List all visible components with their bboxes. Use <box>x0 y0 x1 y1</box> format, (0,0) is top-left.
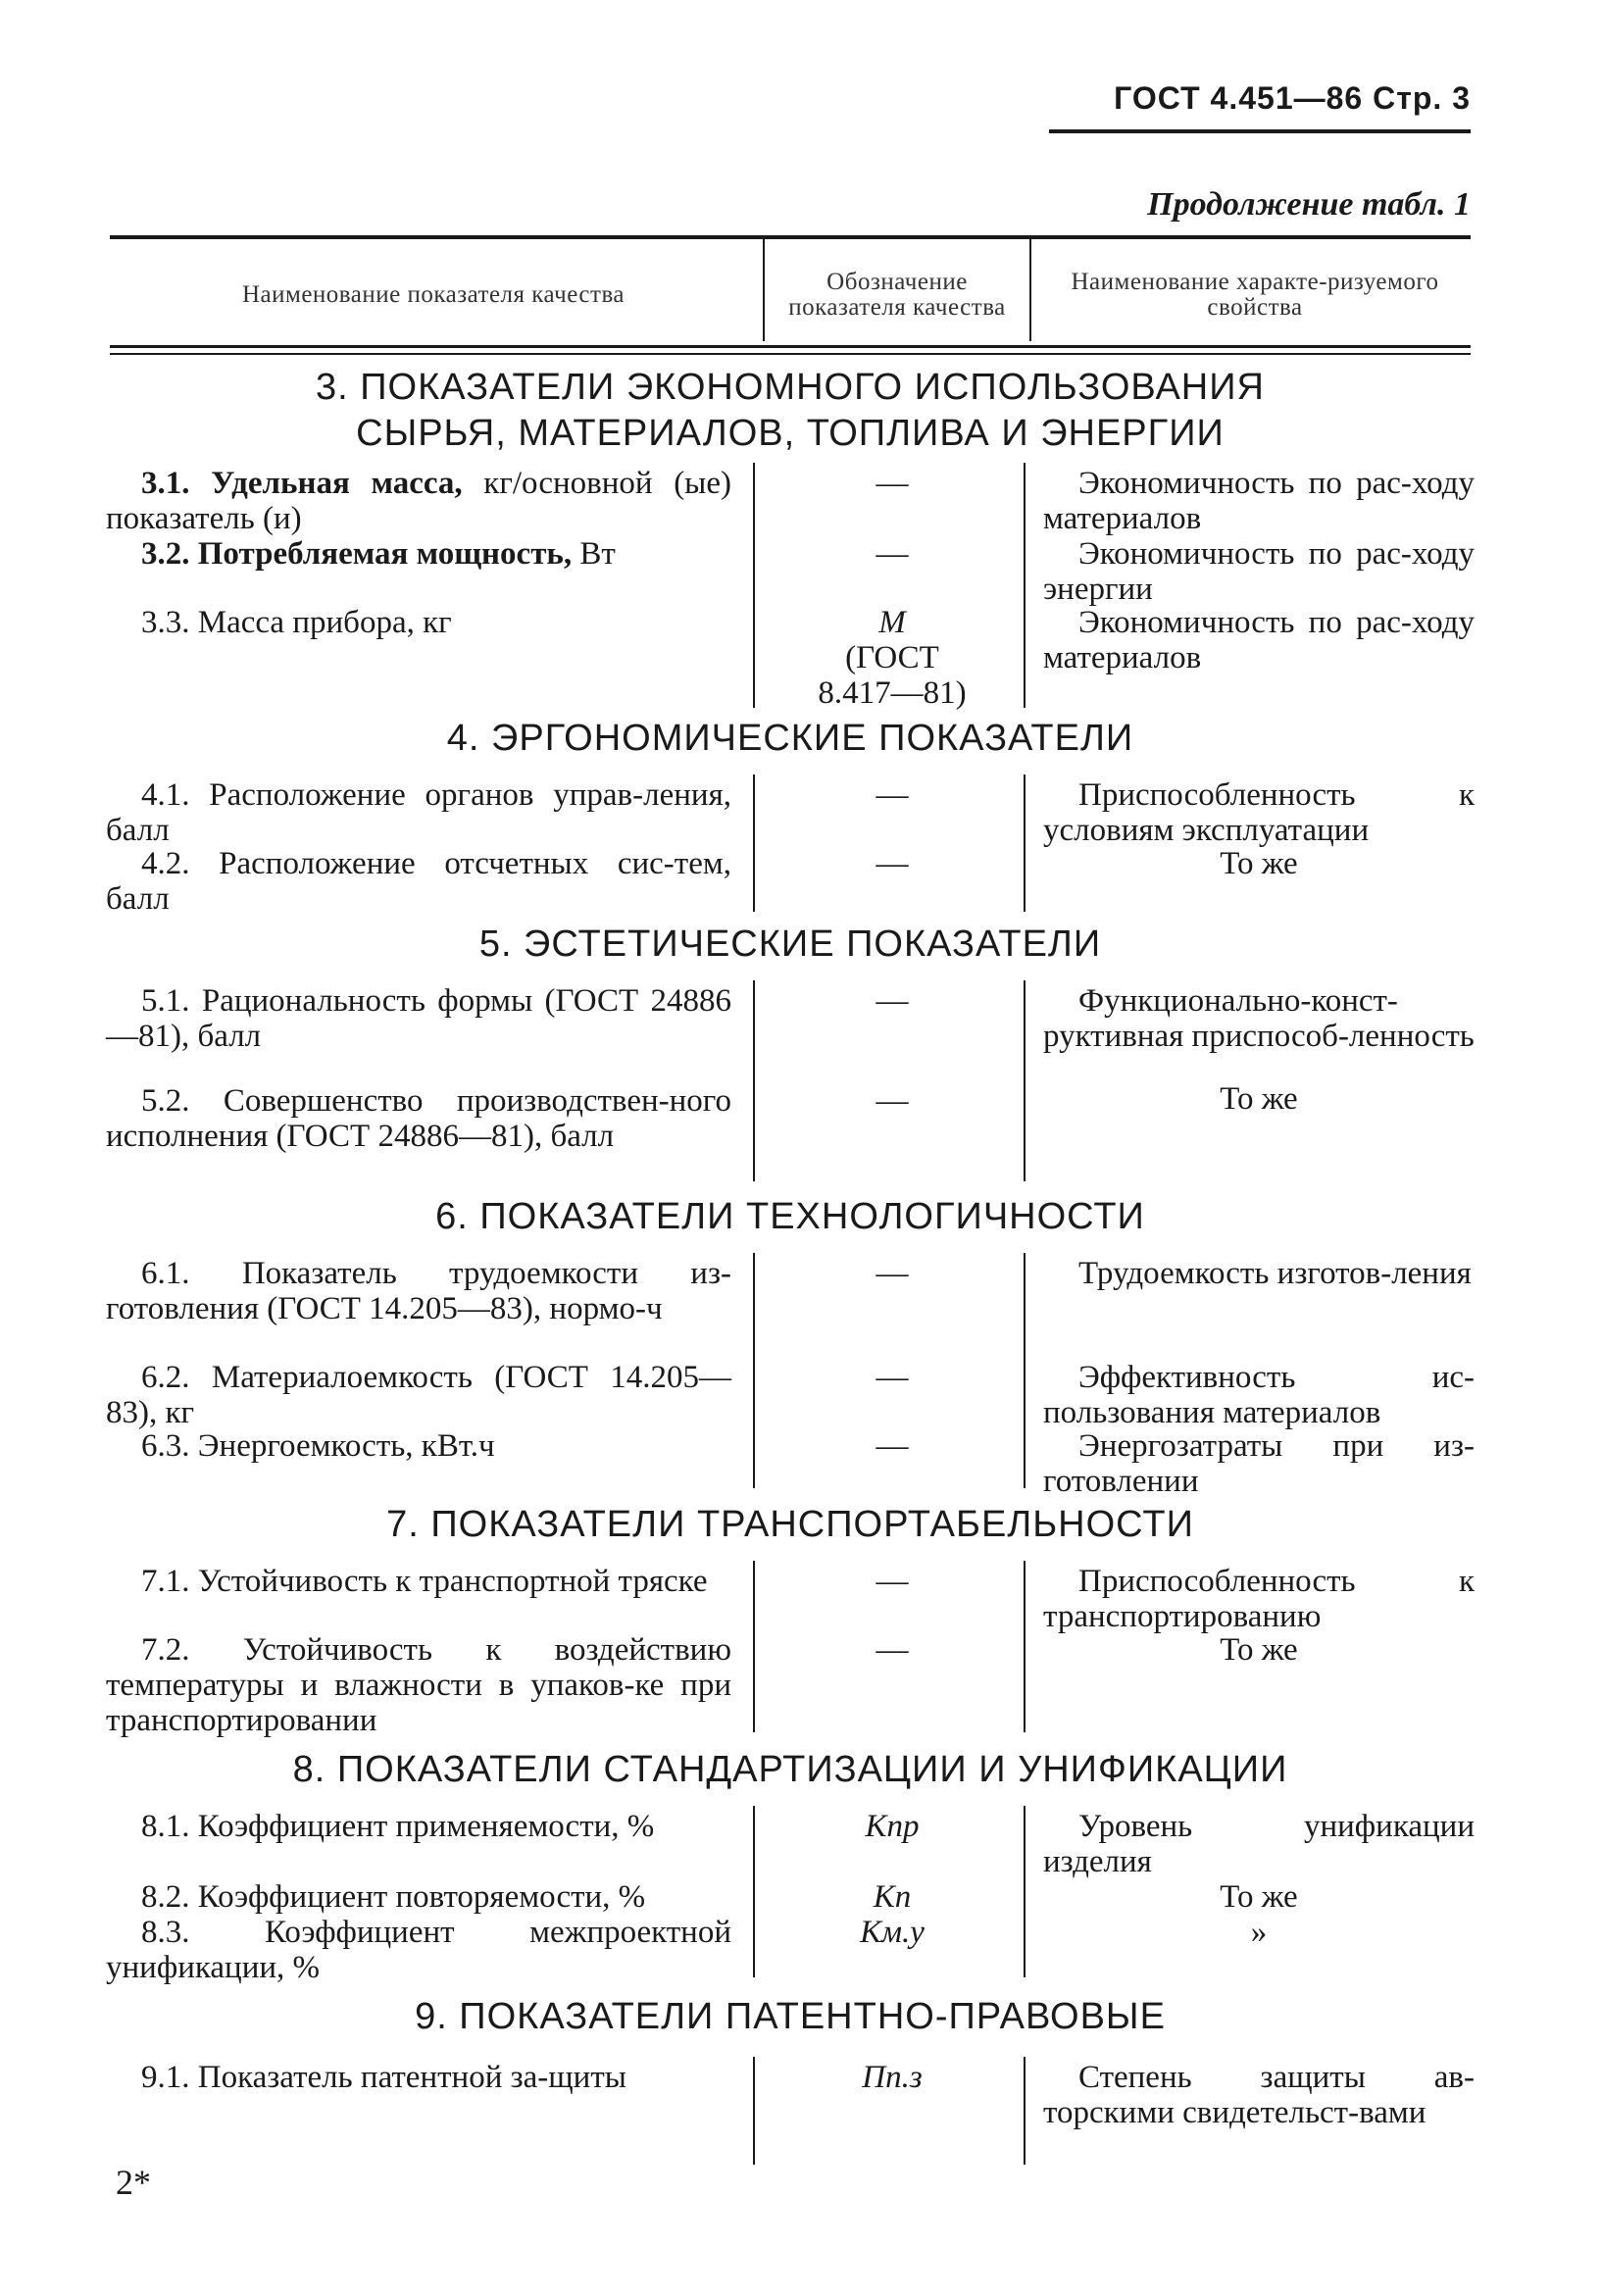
indicator-symbol: — <box>876 1360 909 1395</box>
property-name: То же <box>1220 846 1298 881</box>
indicator-name <box>106 846 731 917</box>
property-name <box>1043 2060 1475 2130</box>
indicator-symbol: Пп.з <box>862 2060 923 2095</box>
property-name: » <box>1250 1915 1268 1950</box>
property-text: Трудоемкость изготов-ления <box>1078 1256 1472 1291</box>
property-text: Уровень унификации изделия <box>1043 1809 1475 1879</box>
property-name <box>1043 1360 1475 1430</box>
page-header: ГОСТ 4.451—86 Стр. 3 <box>1114 80 1471 116</box>
indicator-symbol: — <box>876 536 909 572</box>
indicator-name-text: 4.1. Расположение органов управ-ления, балл <box>106 777 731 848</box>
column-divider <box>1029 239 1031 341</box>
section-title-line: 3. ПОКАЗАТЕЛИ ЭКОНОМНОГО ИСПОЛЬЗОВАНИЯ <box>315 367 1266 408</box>
section-title-3 <box>110 365 1471 457</box>
section-title-4: 4. ЭРГОНОМИЧЕСКИЕ ПОКАЗАТЕЛИ <box>446 718 1134 759</box>
signature-mark: 2* <box>116 2163 151 2202</box>
indicator-name-rest: Вт <box>579 536 616 572</box>
indicator-symbol: — <box>876 1256 909 1291</box>
indicator-name-text: 4.2. Расположение отсчетных сис-тем, балл <box>106 846 731 917</box>
indicator-name <box>106 1564 731 1599</box>
symbol-line: М <box>878 605 906 640</box>
property-name <box>1043 1564 1475 1634</box>
indicator-name <box>106 1632 731 1738</box>
indicator-name-text: 3.3. Масса прибора, кг <box>141 605 452 640</box>
indicator-symbol: — <box>876 1632 909 1668</box>
indicator-symbol: Кп <box>873 1879 912 1915</box>
symbol-line: (ГОСТ <box>845 640 939 675</box>
column-header-symbol: Обозначение показателя качества <box>788 269 1006 321</box>
indicator-symbol: Км.у <box>860 1915 925 1950</box>
indicator-name <box>106 536 731 572</box>
indicator-symbol: — <box>876 777 909 813</box>
indicator-name-text: 6.2. Материалоемкость (ГОСТ 14.205—83), кг <box>106 1360 731 1430</box>
indicator-symbol: — <box>876 1564 909 1599</box>
indicator-name-text: 8.2. Коэффициент повторяемости, % <box>141 1879 646 1915</box>
property-text: Экономичность по рас-ходу энергии <box>1043 536 1475 607</box>
indicator-symbol: — <box>876 466 909 501</box>
indicator-name <box>106 983 731 1054</box>
table-header-rule <box>110 353 1471 355</box>
section-title-9: 9. ПОКАЗАТЕЛИ ПАТЕНТНО-ПРАВОВЫЕ <box>415 1996 1166 2037</box>
property-name <box>1043 777 1475 848</box>
indicator-name <box>106 466 731 536</box>
property-name <box>1043 605 1475 675</box>
property-text: Эффективность ис-пользования материалов <box>1043 1360 1475 1430</box>
table-header-rule <box>110 345 1471 348</box>
indicator-name-bold: Потребляемая мощность, <box>197 536 573 572</box>
indicator-name <box>106 1360 731 1430</box>
indicator-symbol: — <box>876 1083 909 1119</box>
indicator-name <box>106 1915 731 1985</box>
property-text: Энергозатраты при из-готовлении <box>1043 1428 1475 1499</box>
property-text: Приспособленность к транспортированию <box>1043 1564 1475 1634</box>
indicator-name <box>106 1083 731 1154</box>
section-title-6: 6. ПОКАЗАТЕЛИ ТЕХНОЛОГИЧНОСТИ <box>435 1196 1145 1237</box>
property-name <box>1043 1809 1475 1879</box>
section-title-line: СЫРЬЯ, МАТЕРИАЛОВ, ТОПЛИВА И ЭНЕРГИИ <box>356 413 1225 454</box>
property-name <box>1043 1256 1475 1291</box>
indicator-name <box>106 2060 731 2095</box>
column-divider <box>763 239 765 341</box>
indicator-num: 3.1. <box>141 466 190 501</box>
property-text: Функционально-конст-руктивная приспособ-ленность <box>1043 983 1475 1054</box>
section-title-7: 7. ПОКАЗАТЕЛИ ТРАНСПОРТАБЕЛЬНОСТИ <box>386 1504 1194 1545</box>
column-header-property: Наименование характе-ризуемого свойства <box>1071 269 1439 321</box>
property-name: То же <box>1220 1632 1298 1668</box>
indicator-symbol: Кпр <box>865 1809 920 1844</box>
property-text: Экономичность по рас-ходу материалов <box>1043 605 1475 675</box>
section-title-8: 8. ПОКАЗАТЕЛИ СТАНДАРТИЗАЦИИ И УНИФИКАЦИИ <box>292 1749 1288 1790</box>
indicator-name <box>106 777 731 848</box>
property-name <box>1043 983 1475 1054</box>
property-text: Приспособленность к условиям эксплуатации <box>1043 777 1475 848</box>
property-text: Степень защиты ав-торскими свидетельст-вами <box>1043 2060 1475 2130</box>
indicator-name <box>106 1809 731 1844</box>
indicator-num: 3.2. <box>141 536 190 572</box>
indicator-name <box>106 605 731 640</box>
property-name <box>1043 536 1475 607</box>
indicator-symbol: — <box>876 983 909 1019</box>
property-name: То же <box>1220 1879 1298 1915</box>
indicator-name <box>106 1256 731 1326</box>
indicator-name-text: 8.1. Коэффициент применяемости, % <box>141 1809 655 1844</box>
indicator-name-rest: кг/основной (ые) показатель (и) <box>106 466 731 536</box>
section-title-5: 5. ЭСТЕТИЧЕСКИЕ ПОКАЗАТЕЛИ <box>478 923 1102 965</box>
property-name <box>1043 466 1475 536</box>
indicator-name-bold: Удельная масса, <box>211 466 463 501</box>
header-rule <box>1049 129 1471 133</box>
indicator-name-text: 5.2. Совершенство производствен-ного исполнения (ГОСТ 24886—81), балл <box>106 1083 731 1154</box>
table-continuation-label: Продолжение табл. 1 <box>1147 186 1471 223</box>
indicator-name <box>106 1879 731 1915</box>
indicator-name-text: 6.1. Показатель трудоемкости из-готовления (ГОСТ 14.205—83), нормо-ч <box>106 1256 731 1326</box>
indicator-symbol: — <box>876 1428 909 1464</box>
indicator-name-text: 6.3. Энергоемкость, кВт.ч <box>141 1428 495 1464</box>
indicator-name-text: 8.3. Коэффициент межпроектной унификации, % <box>106 1915 731 1985</box>
indicator-name <box>106 1428 731 1464</box>
property-name: То же <box>1220 1081 1298 1117</box>
property-name <box>1043 1428 1475 1499</box>
table-top-rule <box>110 235 1471 239</box>
indicator-name-text: 7.1. Устойчивость к транспортной тряске <box>141 1564 708 1599</box>
indicator-symbol <box>755 605 1029 711</box>
property-text: Экономичность по рас-ходу материалов <box>1043 466 1475 536</box>
indicator-name-text: 5.1. Рациональность формы (ГОСТ 24886—81), балл <box>106 983 731 1054</box>
symbol-line: 8.417—81) <box>818 675 967 711</box>
indicator-name-text: 9.1. Показатель патентной за-щиты <box>141 2060 626 2095</box>
indicator-name-text: 7.2. Устойчивость к воздействию температуры и влажности в упаков-ке при транспортировании <box>106 1632 731 1738</box>
column-header-indicator-name: Наименование показателя качества <box>241 281 625 308</box>
indicator-symbol: — <box>876 846 909 881</box>
